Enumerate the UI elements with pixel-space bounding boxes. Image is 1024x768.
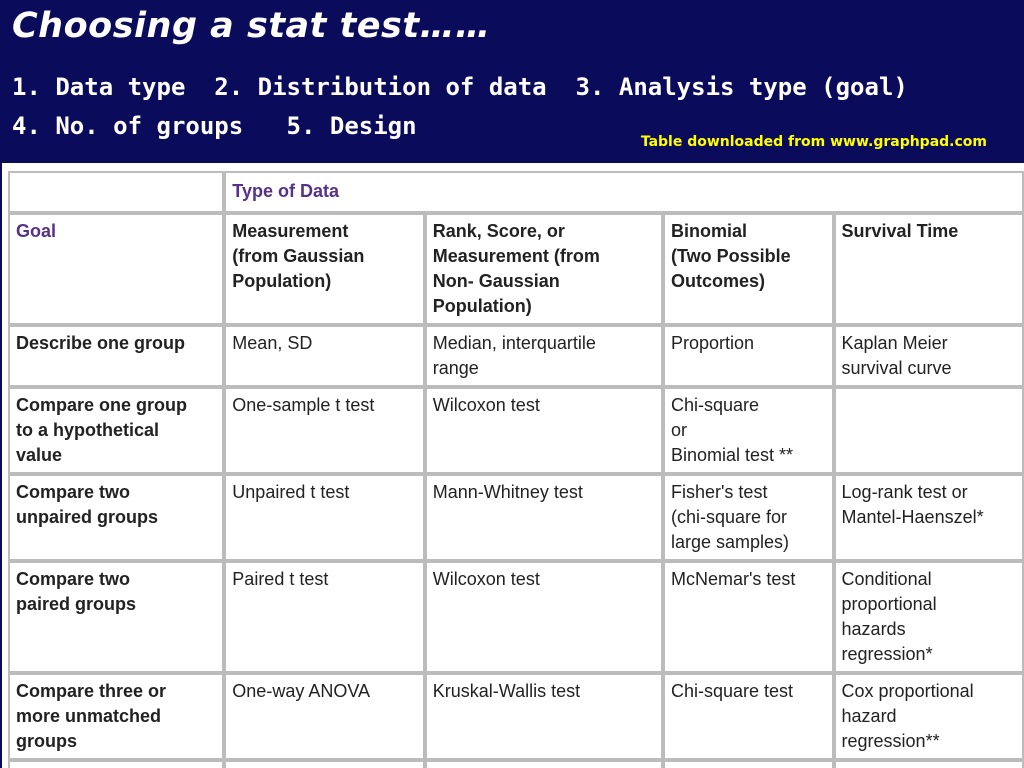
table-row-column-headers — [8, 213, 1024, 325]
table-cell: One-way ANOVA — [224, 673, 424, 760]
source-credit: Table downloaded from www.graphpad.com — [640, 134, 987, 150]
column-header-binomial: Binomial (Two Possible Outcomes) — [663, 213, 834, 325]
stat-test-table-panel — [2, 163, 1024, 768]
table-cell: Fisher's test (chi-square for large samples) — [663, 474, 834, 561]
table-row-type-header — [8, 171, 1024, 213]
table-row — [8, 387, 1024, 474]
slide-title: Choosing a stat test…… — [12, 6, 491, 46]
table-cell — [834, 760, 1024, 768]
goal-cell: Compare two paired groups — [8, 561, 224, 673]
table-cell: Cox proportional hazard regression** — [834, 673, 1024, 760]
goal-cell — [8, 760, 224, 768]
table-cell: One-sample t test — [224, 387, 424, 474]
table-cell: Chi-square or Binomial test ** — [663, 387, 834, 474]
table-cell: Mean, SD — [224, 325, 424, 387]
stat-test-table — [8, 171, 1024, 768]
table-cell: Conditional proportional hazards regression* — [834, 561, 1024, 673]
goal-cell: Compare two unpaired groups — [8, 474, 224, 561]
table-cell: McNemar's test — [663, 561, 834, 673]
criteria-line-1: 1. Data type 2. Distribution of data 3. Analysis type (goal) — [12, 73, 908, 101]
table-cell — [663, 760, 834, 768]
table-row — [8, 673, 1024, 760]
table-row — [8, 760, 1024, 768]
table-cell: Kruskal-Wallis test — [425, 673, 663, 760]
type-of-data-header: Type of Data — [224, 171, 1024, 213]
column-header-measurement: Measurement (from Gaussian Population) — [224, 213, 424, 325]
table-cell: Paired t test — [224, 561, 424, 673]
table-cell: Wilcoxon test — [425, 561, 663, 673]
table-cell: Chi-square test — [663, 673, 834, 760]
table-row — [8, 561, 1024, 673]
goal-header: Goal — [8, 213, 224, 325]
table-cell — [834, 387, 1024, 474]
column-header-rank: Rank, Score, or Measurement (from Non- Gaussian Population) — [425, 213, 663, 325]
table-cell: Median, interquartile range — [425, 325, 663, 387]
criteria-line-2: 4. No. of groups 5. Design — [12, 112, 417, 140]
table-cell: Wilcoxon test — [425, 387, 663, 474]
table-row — [8, 325, 1024, 387]
table-cell: Unpaired t test — [224, 474, 424, 561]
table-corner-cell — [8, 171, 224, 213]
table-cell: Log-rank test or Mantel-Haenszel* — [834, 474, 1024, 561]
slide-header — [0, 0, 1024, 163]
table-cell: Proportion — [663, 325, 834, 387]
table-cell: Mann-Whitney test — [425, 474, 663, 561]
table-row — [8, 474, 1024, 561]
column-header-survival: Survival Time — [834, 213, 1024, 325]
table-cell — [425, 760, 663, 768]
goal-cell: Describe one group — [8, 325, 224, 387]
table-cell: Kaplan Meier survival curve — [834, 325, 1024, 387]
goal-cell: Compare three or more unmatched groups — [8, 673, 224, 760]
goal-cell: Compare one group to a hypothetical value — [8, 387, 224, 474]
table-cell — [224, 760, 424, 768]
